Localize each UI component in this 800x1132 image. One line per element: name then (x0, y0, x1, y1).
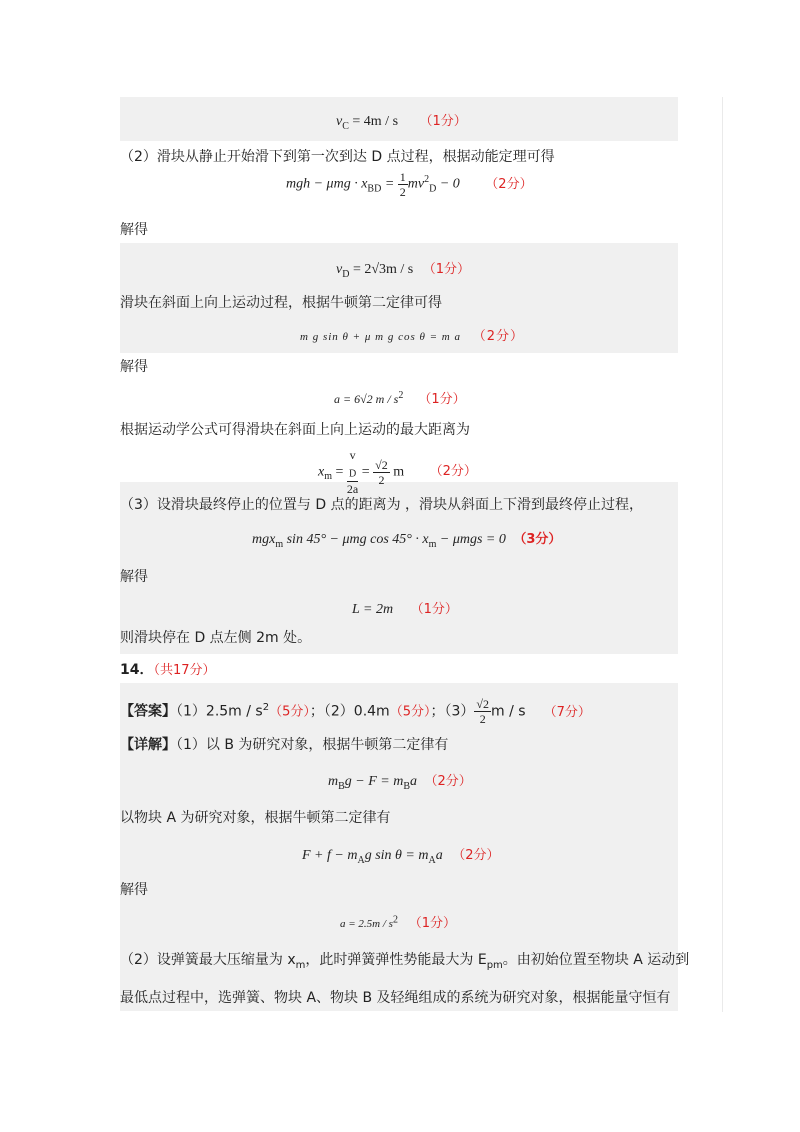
equation-a: a = 6√2 m / $s^2$ （1分） (334, 390, 466, 407)
equation-vc: $v_C = 4m / s$ （1分） (336, 114, 467, 132)
equation-A: $F + f - m_Ag$ $\sin \theta = m_Aa$ （2分） (302, 848, 500, 866)
equation-xm: $x_m$ = v $_D$ 2a = $\frac{√2}{2}$ m （2分） (318, 448, 477, 497)
paragraph-stop: 则滑块停在 D 点左侧 2m 处。 (120, 630, 312, 646)
label-jiede: 解得 (120, 359, 148, 375)
equation-B: $m_Bg - F = m_Ba$ （2分） (328, 774, 472, 792)
paragraph-kinematics: 根据运动学公式可得滑块在斜面上向上运动的最大距离为 (120, 422, 470, 438)
score: （1分） (408, 916, 456, 931)
label-jiede: 解得 (120, 882, 148, 898)
paragraph-slope: 滑块在斜面上向上运动过程，根据牛顿第二定律可得 (120, 295, 442, 311)
equation-vd: $v_D = 2√3m / s$ （1分） (336, 262, 471, 280)
score: （2分） (429, 464, 477, 480)
paragraph-part3-intro: （3）设滑块最终停止的位置与 D 点的距离为 ，滑块从斜面上下滑到最终停止过程， (120, 497, 644, 513)
label-jiede: 解得 (120, 569, 148, 585)
score: （2分） (485, 176, 533, 192)
equation-newton-slope: m g sin θ + μ m g cos θ = m a （2分） (300, 329, 525, 344)
paragraph-energy: 最低点过程中，选弹簧、物块 A、物块 B 及轻绳组成的系统为研究对象，根据能量守恒有 (120, 990, 671, 1006)
equation-final: mgx$_m$ sin 45° − μmg $\cos 45^\circ \cdot x_m - \mu mgs = 0$ （3分） (252, 532, 562, 550)
equation-work-energy: mgh − $\mu mg \cdot x_{BD}$ = $\frac{1}{2}$ $mv^2_D - 0$ （2分） (286, 170, 533, 199)
score: （1分） (418, 392, 466, 407)
score: （2分） (472, 329, 525, 344)
answer-line: 【答案】$(1)2.5m / s^2(5$分）；（2）0.4m（5分）；（3） $\frac{√2}{2}$ m / s （7分） (120, 697, 591, 726)
score: （2分） (424, 774, 472, 789)
paragraph-part2-intro: （2）滑块从静止开始滑下到第一次到达 D 点过程，根据动能定理可得 (120, 149, 555, 165)
score: （3分） (513, 532, 562, 547)
score: （1分） (419, 114, 467, 129)
score: （2分） (452, 848, 500, 863)
label-jiede: 解得 (120, 222, 148, 238)
score: （1分） (422, 262, 471, 277)
paragraph-spring: （2）设弹簧最大压缩量为 $x_m$，此时弹簧弹性势能最大为 $E_{pm}$。由初始位置至物块 A 运动到 (120, 952, 690, 971)
equation-L: L = 2m （1分） (352, 602, 458, 617)
right-rule (722, 97, 723, 1012)
detail-line: 【详解】（1）以 B 为研究对象，根据牛顿第二定律有 (120, 737, 449, 753)
question-14-header: 14．（共17分） (120, 662, 216, 678)
score: （1分） (410, 602, 458, 617)
equation-a2: $a = 2.5m / s^2$ （1分） (340, 914, 456, 931)
paragraph-A: 以物块 A 为研究对象，根据牛顿第二定律有 (120, 810, 391, 826)
